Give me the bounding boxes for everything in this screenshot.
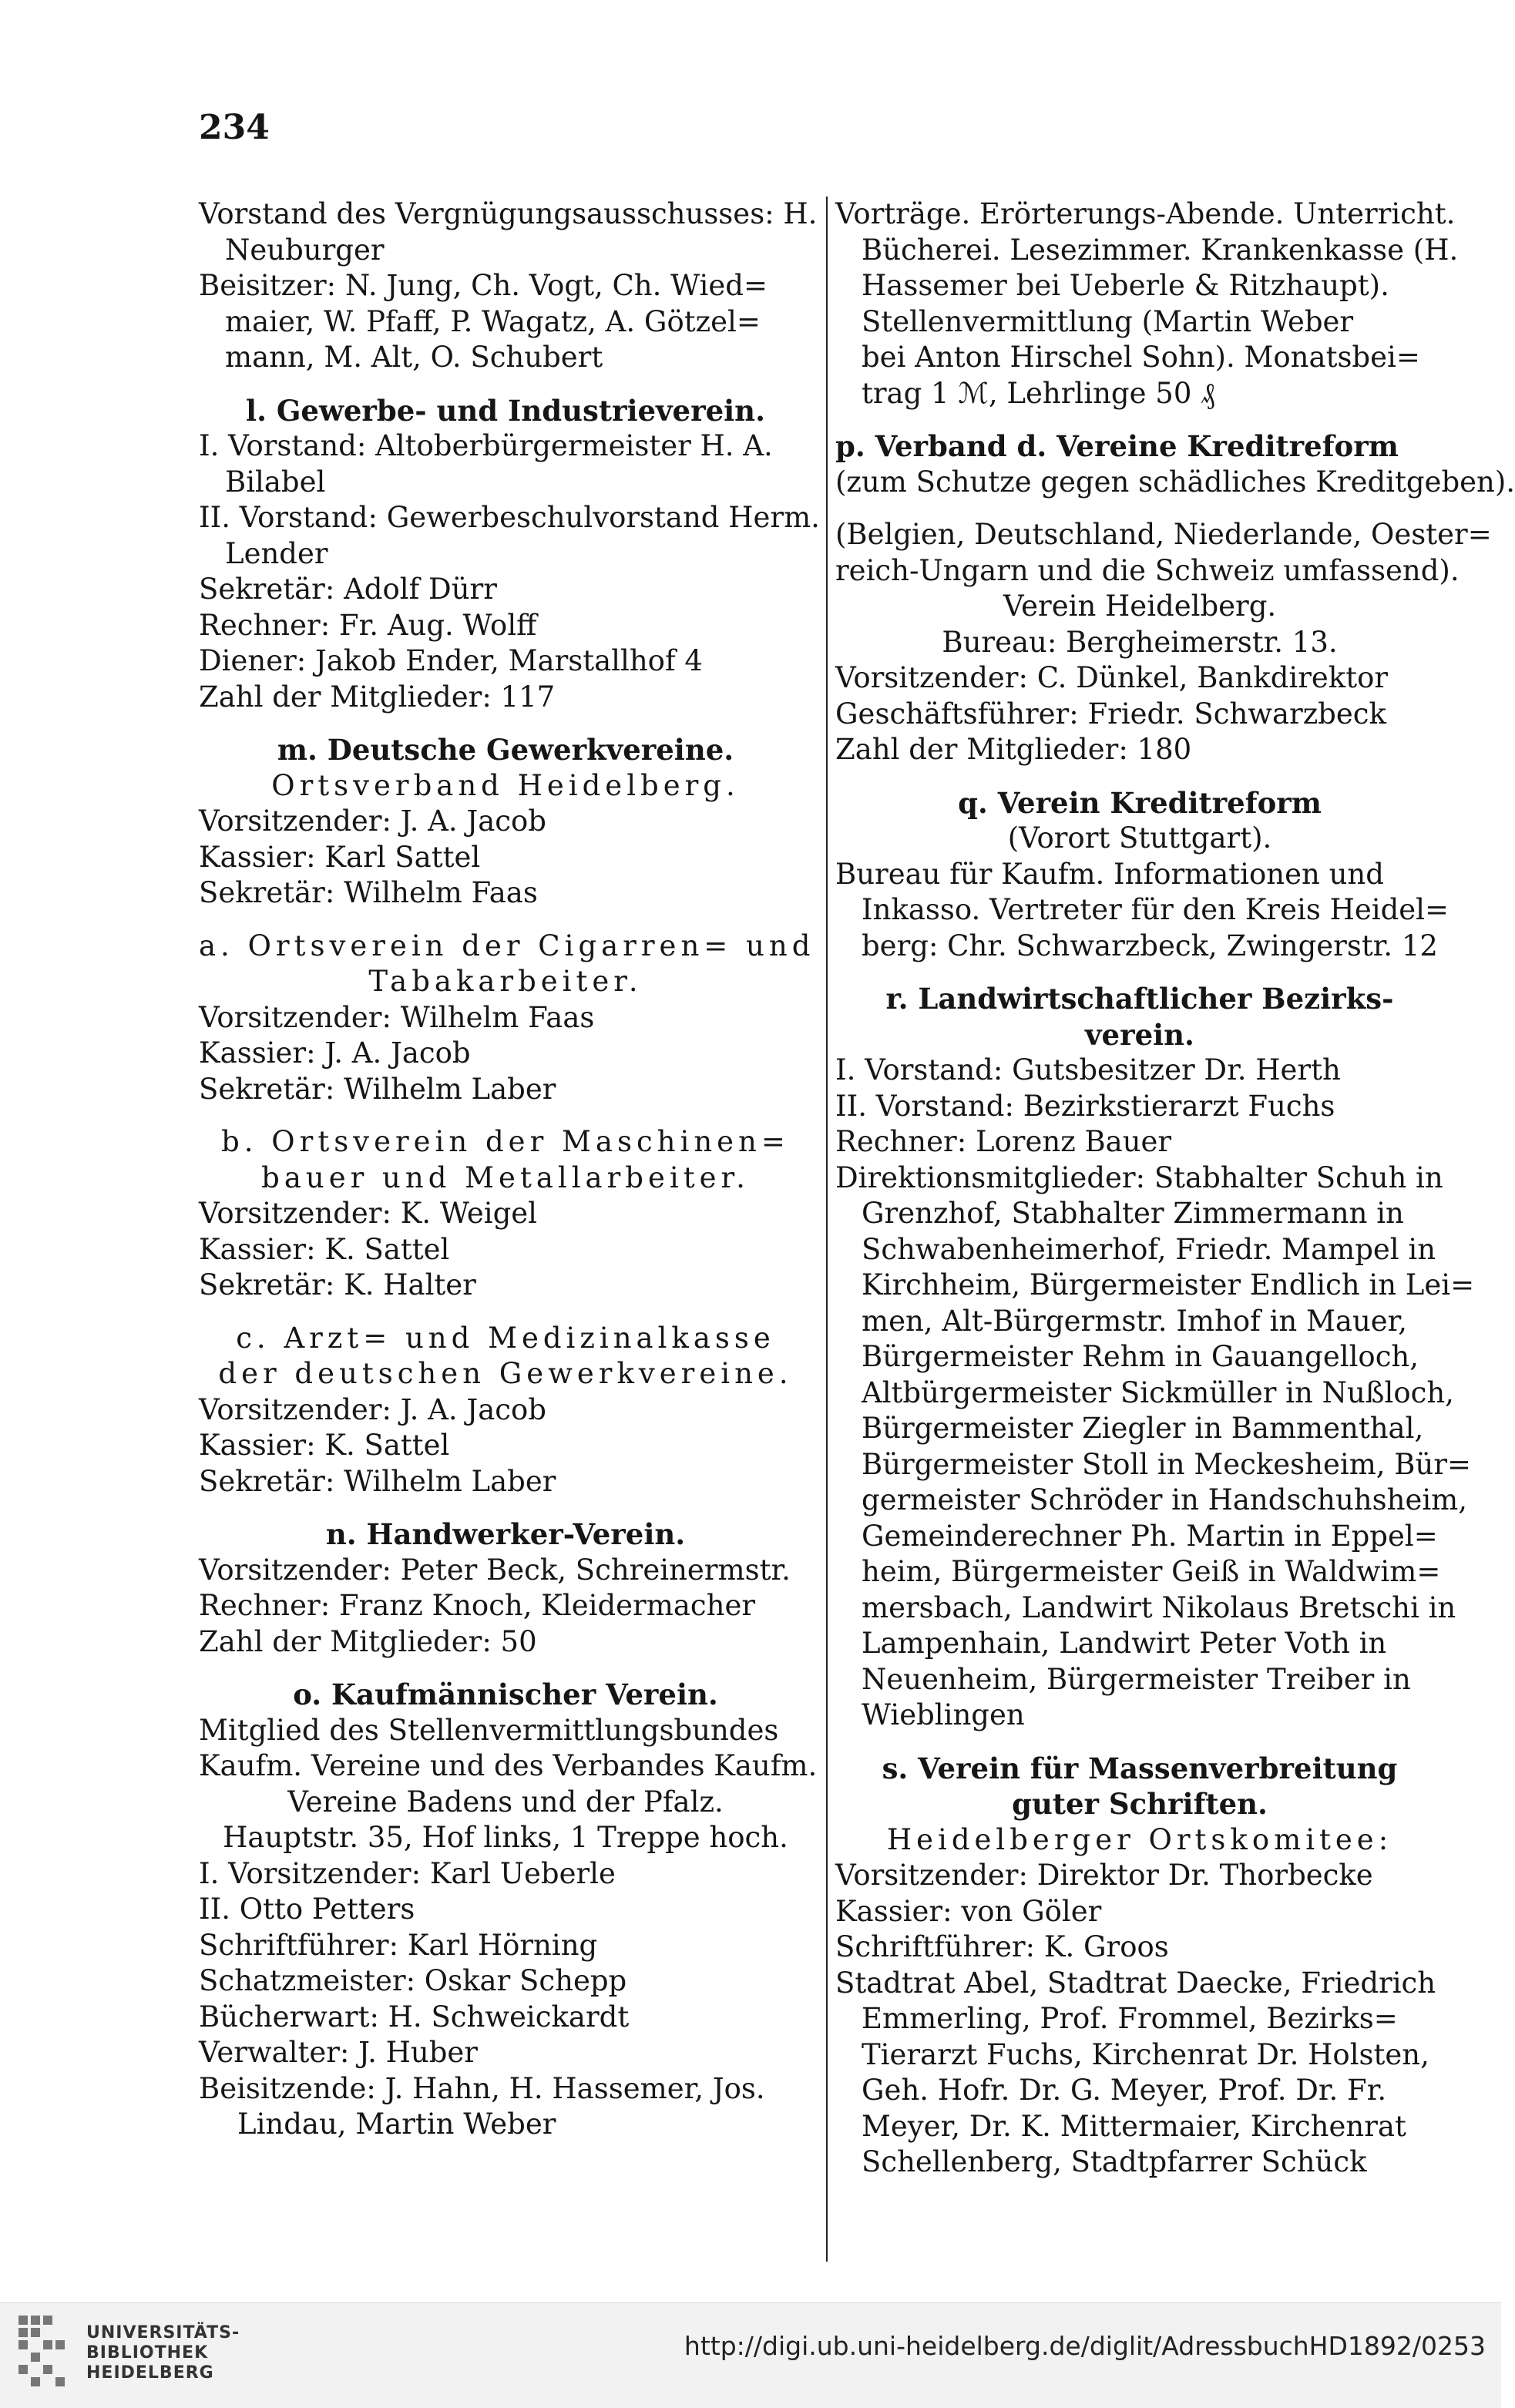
spacer [199,912,812,929]
spacer [199,1660,812,1677]
text-line: Vorsitzender: C. Dünkel, Bankdirektor [835,661,1389,694]
text-line: Schriftführer: Karl Hörning [199,1928,598,1962]
text-line: Bureau für Kaufm. Informationen und [835,857,1384,891]
text-line: Vorsitzender: K. Weigel [199,1197,538,1230]
text-line: Vorsitzender: Wilhelm Faas [199,1000,595,1034]
section-heading: verein. [1085,1017,1194,1052]
text-line: Bücherwart: H. Schweickardt [199,2000,630,2034]
text-line: Direktionsmitglieder: Stabhalter Schuh in [835,1160,1443,1194]
text-line: Tierarzt Fuchs, Kirchenrat Dr. Holsten, [862,2037,1429,2071]
text-line: Rechner: Lorenz Bauer [835,1125,1172,1158]
text-line: b. Ortsverein der Maschinen= [221,1125,790,1158]
text-line: Kassier: K. Sattel [199,1429,450,1462]
footer-bar [0,2302,1501,2408]
text-line: Schriftführer: K. Groos [835,1930,1169,1963]
text-line: Stellenvermittlung (Martin Weber [862,304,1354,338]
text-line: Schellenberg, Stadtpfarrer Schück [862,2145,1367,2178]
text-line: Zahl der Mitglieder: 180 [835,733,1192,766]
section-heading: s. Verein für Massenverbreitung [882,1751,1398,1785]
text-line: Geschäftsführer: Friedr. Schwarzbeck [835,697,1386,730]
logo-line: UNIVERSITÄTS- [86,2323,240,2343]
text-line: Grenzhof, Stabhalter Zimmermann in [862,1197,1404,1230]
text-line: der deutschen Gewerkvereine. [218,1357,793,1390]
text-line: (zum Schutze gegen schädliches Kreditgeben). [835,465,1515,499]
section-heading: n. Handwerker-Verein. [325,1517,686,1551]
section-heading: l. Gewerbe- und Industrieverein. [246,393,765,428]
text-line: Heidelberger Ortskomitee: [886,1822,1393,1856]
text-line: Verwalter: J. Huber [199,2036,478,2069]
text-line: Bureau: Bergheimerstr. 13. [942,625,1338,659]
text-line: Vorsitzender: J. A. Jacob [199,1392,546,1426]
library-logo-text [86,2323,240,2383]
text-line: Schwabenheimerhof, Friedr. Mampel in [862,1232,1436,1266]
text-line: Verein Heidelberg. [1003,589,1277,623]
text-line: Kaufm. Vereine und des Verbandes Kaufm. [199,1749,818,1782]
section-heading: q. Verein Kreditreform [958,785,1322,820]
spacer [199,715,812,732]
spacer [835,411,1444,428]
text-line: Rechner: Fr. Aug. Wolff [199,608,537,642]
page-number: 234 [199,108,270,147]
text-line: Sekretär: Wilhelm Faas [199,876,538,909]
text-line: Vorstand des Vergnügungsausschusses: H. [199,197,818,230]
text-line: Bürgermeister Rehm in Gauangelloch, [862,1340,1419,1373]
spacer [199,1304,812,1321]
text-line: Bürgermeister Stoll in Meckesheim, Bür= [862,1447,1472,1481]
text-line: Neuburger [225,233,385,267]
text-line: Gemeinderechner Ph. Martin in Eppel= [862,1519,1438,1553]
text-line: germeister Schröder in Handschuhsheim, [862,1483,1468,1516]
text-line: Schatzmeister: Oskar Schepp [199,1964,627,1997]
text-line: II. Otto Petters [199,1892,415,1926]
text-line: a. Ortsverein der Cigarren= und [199,929,815,962]
text-line: Altbürgermeister Sickmüller in Nußloch, [862,1375,1454,1409]
text-line: men, Alt-Bürgermstr. Imhof in Mauer, [862,1304,1408,1338]
text-line: Vorsitzender: Peter Beck, Schreinermstr. [199,1553,791,1587]
spacer [835,1734,1444,1751]
section-heading: m. Deutsche Gewerkvereine. [277,733,734,767]
text-line: Meyer, Dr. K. Mittermaier, Kirchenrat [862,2109,1406,2143]
text-line: I. Vorstand: Gutsbesitzer Dr. Herth [835,1053,1341,1086]
spacer [835,768,1444,785]
text-line: Vereine Badens und der Pfalz. [287,1785,724,1819]
text-line: I. Vorsitzender: Karl Ueberle [199,1856,616,1890]
logo-line: HEIDELBERG [86,2363,214,2383]
text-line: II. Vorstand: Bezirkstierarzt Fuchs [835,1089,1335,1123]
text-line: Lampenhain, Landwirt Peter Voth in [862,1627,1387,1660]
text-line: Beisitzer: N. Jung, Ch. Vogt, Ch. Wied= [199,269,768,302]
section-heading: guter Schriften. [1012,1787,1268,1821]
text-line: Wieblingen [862,1698,1025,1731]
source-url-link[interactable]: http://digi.ub.uni-heidelberg.de/diglit/AdressbuchHD1892/0253 [684,2331,1486,2361]
text-line: Tabakarbeiter. [368,965,643,998]
text-line: Geh. Hofr. Dr. G. Meyer, Prof. Dr. Fr. [862,2074,1387,2107]
text-line: Hauptstr. 35, Hof links, 1 Treppe hoch. [223,1821,788,1854]
text-line: Vorsitzender: Direktor Dr. Thorbecke [835,1859,1373,1892]
spacer [835,500,1444,517]
spacer [199,1107,812,1124]
text-line: Zahl der Mitglieder: 50 [199,1624,537,1658]
text-line: Lender [225,536,328,570]
text-line: Stadtrat Abel, Stadtrat Daecke, Friedrich [835,1966,1436,2000]
text-line: Lindau, Martin Weber [237,2107,556,2141]
text-line: Rechner: Franz Knoch, Kleidermacher [199,1589,756,1622]
left-column [199,196,820,2143]
text-line: trag 1 ℳ, Lehrlinge 50 ₰ [862,376,1215,410]
text-line: bauer und Metallarbeiter. [261,1160,750,1194]
text-line: Kassier: J. A. Jacob [199,1036,471,1070]
text-line: II. Vorstand: Gewerbeschulvorstand Herm. [199,501,820,534]
text-line: Bücherei. Lesezimmer. Krankenkasse (H. [862,233,1459,267]
text-line: mersbach, Landwirt Nikolaus Bretschi in [862,1590,1456,1624]
text-line: Emmerling, Prof. Frommel, Bezirks= [862,2002,1398,2035]
text-line: I. Vorstand: Altoberbürgermeister H. A. [199,429,773,462]
text-line: Neuenheim, Bürgermeister Treiber in [862,1662,1411,1696]
text-line: heim, Bürgermeister Geiß in Waldwim= [862,1555,1441,1588]
text-line: Sekretär: Adolf Dürr [199,573,497,606]
text-line: Vorträge. Erörterungs-Abende. Unterricht. [835,197,1456,230]
text-line: c. Arzt= und Medizinalkasse [236,1321,775,1355]
section-heading: r. Landwirtschaftlicher Bezirks- [885,982,1394,1016]
text-line: Bilabel [225,465,326,499]
section-heading: o. Kaufmännischer Verein. [293,1678,718,1711]
text-line: (Belgien, Deutschland, Niederlande, Oester= [835,518,1492,551]
text-line: Mitglied des Stellenvermittlungsbundes [199,1713,779,1747]
text-line: maier, W. Pfaff, P. Wagatz, A. Götzel= [225,304,761,338]
spacer [199,1500,812,1516]
text-line: Kassier: von Göler [835,1894,1102,1928]
text-line: Hassemer bei Ueberle & Ritzhaupt). [862,269,1389,302]
text-line: Kassier: K. Sattel [199,1232,450,1266]
text-line: Kirchheim, Bürgermeister Endlich in Lei= [862,1268,1475,1301]
text-line: Kassier: Karl Sattel [199,840,481,874]
spacer [199,376,812,393]
logo-line: BIBLIOTHEK [86,2343,209,2363]
text-line: berg: Chr. Schwarzbeck, Zwingerstr. 12 [862,929,1438,962]
text-line: Beisitzende: J. Hahn, H. Hassemer, Jos. [199,2071,765,2105]
text-line: Sekretär: Wilhelm Laber [199,1464,556,1498]
text-line: Bürgermeister Ziegler in Bammenthal, [862,1412,1424,1445]
text-line: Zahl der Mitglieder: 117 [199,680,556,714]
right-column [835,196,1515,2181]
column-divider [826,196,828,2262]
text-line: bei Anton Hirschel Sohn). Monatsbei= [862,341,1420,374]
section-heading: p. Verband d. Vereine Kreditreform [835,429,1399,463]
text-line: Sekretär: Wilhelm Laber [199,1072,556,1106]
seal-icon [14,2311,74,2397]
text-line: Ortsverband Heidelberg. [271,768,740,802]
text-line: mann, M. Alt, O. Schubert [225,341,603,374]
text-line: (Vorort Stuttgart). [1007,821,1272,855]
text-line: Diener: Jakob Ender, Marstallhof 4 [199,644,703,677]
text-line: Sekretär: K. Halter [199,1268,476,1301]
text-line: Vorsitzender: J. A. Jacob [199,804,546,838]
spacer [835,964,1444,981]
text-line: reich-Ungarn und die Schweiz umfassend). [835,553,1460,587]
text-line: Inkasso. Vertreter für den Kreis Heidel= [862,893,1449,926]
